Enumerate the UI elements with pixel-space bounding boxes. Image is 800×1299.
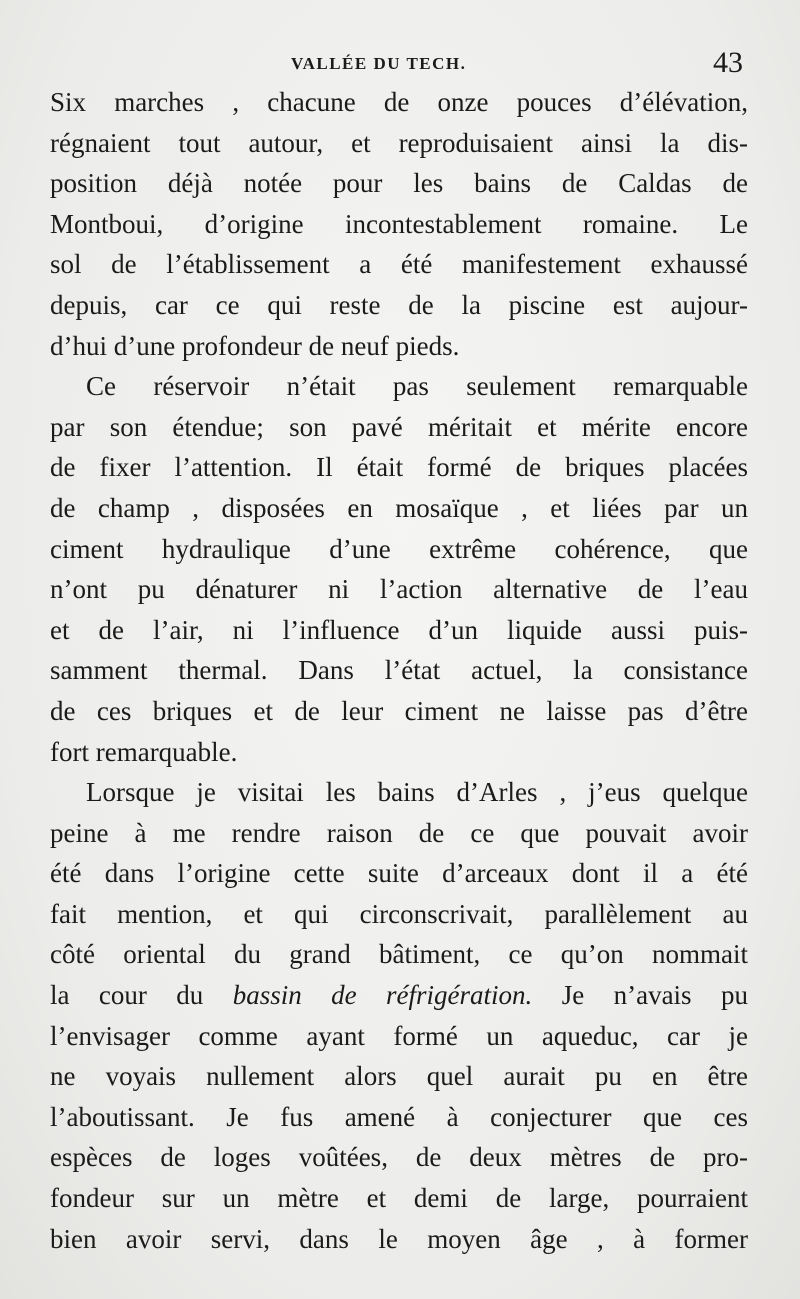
text-line: bien avoir servi, dans le moyen âge , à former [50, 1223, 748, 1254]
text-line: Six marches , chacune de onze pouces d’élévation, [50, 87, 748, 117]
text-segment: la cour du [50, 980, 233, 1011]
running-title: VALLÉE DU TECH. [291, 54, 467, 73]
text-line: côté oriental du grand bâtiment, ce qu’on nommait [50, 939, 748, 970]
text-line: Lorsque je visitai les bains d’Arles , j’eus quelque [86, 777, 748, 808]
text-line: n’ont pu dénaturer ni l’action alternative de l’eau [50, 574, 748, 605]
page-header [0, 46, 800, 82]
text-line: Ce réservoir n’était pas seulement remarquable [86, 371, 748, 402]
text-line: position déjà notée pour les bains de Caldas de [50, 168, 748, 199]
text-line: été dans l’origine cette suite d’arceaux dont il a été [50, 858, 748, 889]
text-line: sol de l’établissement a été manifestement exhaussé [50, 249, 748, 280]
text-line: espèces de loges voûtées, de deux mètres de pro- [50, 1142, 748, 1173]
text-line: l’aboutissant. Je fus amené à conjecturer que ces [50, 1101, 748, 1132]
text-line: ciment hydraulique d’une extrême cohérence, que [50, 533, 748, 564]
text-line: fort remarquable. [50, 736, 238, 767]
text-line: régnaient tout autour, et reproduisaient ainsi la dis- [50, 127, 748, 158]
text-line: de champ , disposées en mosaïque , et liées par un [50, 492, 748, 523]
italic-term: bassin de réfrigération. [232, 980, 533, 1011]
body-text [50, 82, 748, 1259]
text-line: de ces briques et de leur ciment ne laisse pas d’être [50, 695, 748, 726]
text-line: ne voyais nullement alors quel aurait pu en être [50, 1061, 748, 1092]
text-segment: Je n’avais pu [532, 980, 748, 1011]
text-line: et de l’air, ni l’influence d’un liquide aussi puis- [50, 614, 748, 645]
text-line: par son étendue; son pavé méritait et mérite encore [50, 411, 748, 442]
text-line: fait mention, et qui circonscrivait, parallèlement au [50, 898, 748, 929]
text-line: peine à me rendre raison de ce que pouvait avoir [50, 817, 748, 848]
text-line: samment thermal. Dans l’état actuel, la consistance [50, 655, 748, 686]
page-number: 43 [713, 46, 743, 79]
text-line: fondeur sur un mètre et demi de large, pourraient [50, 1183, 748, 1214]
text-line: depuis, car ce qui reste de la piscine est aujour- [50, 289, 748, 320]
text-line: de fixer l’attention. Il était formé de briques placées [50, 452, 748, 483]
text-line: d’hui d’une profondeur de neuf pieds. [50, 330, 460, 361]
text-line: Montboui, d’origine incontestablement romaine. Le [50, 208, 748, 239]
text-line: l’envisager comme ayant formé un aqueduc, car je [50, 1020, 748, 1051]
text-line [50, 975, 748, 1016]
